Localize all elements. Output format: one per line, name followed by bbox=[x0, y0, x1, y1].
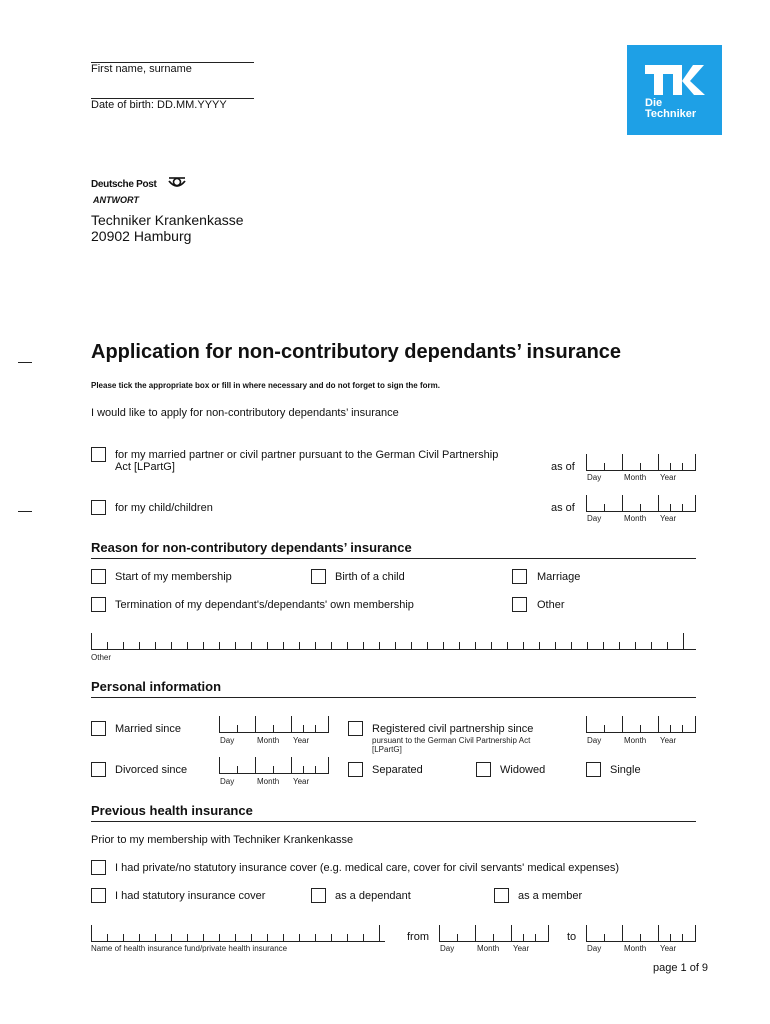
comb-tick bbox=[171, 642, 172, 650]
comb-tick bbox=[331, 642, 332, 650]
comb-tick bbox=[251, 934, 252, 942]
married-label: Married since bbox=[115, 723, 182, 735]
comb-tick bbox=[315, 642, 316, 650]
partner-as-of-label: as of bbox=[551, 461, 575, 473]
child-date-field[interactable] bbox=[586, 495, 696, 512]
reason-heading: Reason for non-contributory dependants’ insurance bbox=[91, 540, 412, 555]
comb-tick bbox=[299, 934, 300, 942]
separated-checkbox[interactable] bbox=[348, 762, 363, 777]
registered-checkbox[interactable] bbox=[348, 721, 363, 736]
married-date-field[interactable] bbox=[219, 716, 329, 733]
comb-tick bbox=[443, 642, 444, 650]
from-date-field[interactable] bbox=[439, 925, 549, 942]
as-member-checkbox[interactable] bbox=[494, 888, 509, 903]
personal-heading-rule bbox=[91, 697, 696, 698]
separated-label: Separated bbox=[372, 764, 423, 776]
intro-text: I would like to apply for non-contributory dependants’ insurance bbox=[91, 407, 399, 419]
termination-checkbox[interactable] bbox=[91, 597, 106, 612]
comb-tick bbox=[235, 642, 236, 650]
other-text-field[interactable] bbox=[91, 632, 696, 650]
to-label: to bbox=[567, 931, 577, 943]
divorced-month-label: Month bbox=[257, 777, 280, 786]
private-insurance-label: I had private/no statutory insurance cover (e.g. medical care, cover for civil servants' medical expenses) bbox=[115, 862, 620, 874]
from-month-label: Month bbox=[477, 944, 500, 953]
comb-tick bbox=[507, 642, 508, 650]
comb-tick bbox=[587, 642, 588, 650]
married-month-label: Month bbox=[257, 736, 280, 745]
comb-tick bbox=[315, 934, 316, 942]
registered-label: Registered civil partnership since bbox=[372, 723, 534, 735]
previous-heading-rule bbox=[91, 821, 696, 822]
to-year-label: Year bbox=[660, 944, 677, 953]
comb-tick bbox=[363, 642, 364, 650]
single-label: Single bbox=[610, 764, 641, 776]
prior-text: Prior to my membership with Techniker Krankenkasse bbox=[91, 834, 354, 846]
divorced-checkbox[interactable] bbox=[91, 762, 106, 777]
tk-logo-icon bbox=[627, 45, 722, 135]
widowed-label: Widowed bbox=[500, 764, 546, 776]
other-label: Other bbox=[537, 599, 565, 611]
child-month-label: Month bbox=[624, 514, 647, 523]
comb-tick bbox=[91, 925, 92, 942]
address-line2: 20902 Hamburg bbox=[91, 228, 192, 244]
registered-day-label: Day bbox=[587, 736, 602, 745]
from-year-label: Year bbox=[513, 944, 530, 953]
comb-tick bbox=[555, 642, 556, 650]
married-year-label: Year bbox=[293, 736, 310, 745]
child-day-label: Day bbox=[587, 514, 602, 523]
to-day-label: Day bbox=[587, 944, 602, 953]
birth-checkbox[interactable] bbox=[311, 569, 326, 584]
comb-tick bbox=[539, 642, 540, 650]
address-line1: Techniker Krankenkasse bbox=[91, 212, 244, 228]
comb-tick bbox=[491, 642, 492, 650]
comb-tick bbox=[427, 642, 428, 650]
birth-label: Birth of a child bbox=[335, 571, 405, 583]
comb-tick bbox=[395, 642, 396, 650]
partner-label-2: Act [LPartG] bbox=[115, 461, 175, 473]
from-label: from bbox=[407, 931, 429, 943]
start-membership-checkbox[interactable] bbox=[91, 569, 106, 584]
private-insurance-checkbox[interactable] bbox=[91, 860, 106, 875]
comb-tick bbox=[219, 642, 220, 650]
comb-tick bbox=[379, 925, 380, 942]
comb-tick bbox=[347, 934, 348, 942]
other-field-label: Other bbox=[91, 653, 112, 662]
reason-heading-rule bbox=[91, 558, 696, 559]
comb-tick bbox=[667, 642, 668, 650]
instruction-text: Please tick the appropriate box or fill in where necessary and do not forget to sign the form. bbox=[91, 381, 440, 390]
dob-label: Date of birth: DD.MM.YYYY bbox=[91, 99, 227, 111]
as-dependant-checkbox[interactable] bbox=[311, 888, 326, 903]
comb-tick bbox=[155, 934, 156, 942]
tk-logo bbox=[627, 45, 722, 135]
comb-tick bbox=[283, 642, 284, 650]
first-name-label: First name, surname bbox=[91, 63, 192, 75]
comb-tick bbox=[619, 642, 620, 650]
comb-tick bbox=[571, 642, 572, 650]
comb-tick bbox=[475, 642, 476, 650]
comb-tick bbox=[155, 642, 156, 650]
child-as-of-label: as of bbox=[551, 502, 575, 514]
logo-line1: Die bbox=[645, 97, 663, 109]
comb-tick bbox=[203, 642, 204, 650]
as-dependant-label: as a dependant bbox=[335, 890, 411, 902]
comb-tick bbox=[91, 633, 92, 650]
personal-heading: Personal information bbox=[91, 679, 222, 694]
statutory-label: I had statutory insurance cover bbox=[115, 890, 266, 902]
child-year-label: Year bbox=[660, 514, 677, 523]
comb-tick bbox=[203, 934, 204, 942]
comb-tick bbox=[251, 642, 252, 650]
comb-tick bbox=[523, 642, 524, 650]
deutsche-post-brand: Deutsche Post bbox=[91, 179, 157, 190]
divorced-day-label: Day bbox=[220, 777, 235, 786]
as-member-label: as a member bbox=[518, 890, 583, 902]
comb-tick bbox=[411, 642, 412, 650]
comb-tick bbox=[379, 642, 380, 650]
termination-label: Termination of my dependant's/dependants' own membership bbox=[115, 599, 414, 611]
registered-year-label: Year bbox=[660, 736, 677, 745]
married-checkbox[interactable] bbox=[91, 721, 106, 736]
comb-tick bbox=[123, 934, 124, 942]
fund-name-field[interactable] bbox=[91, 925, 385, 942]
child-checkbox[interactable] bbox=[91, 500, 106, 515]
other-checkbox[interactable] bbox=[512, 597, 527, 612]
comb-tick bbox=[235, 934, 236, 942]
comb-tick bbox=[107, 934, 108, 942]
child-label: for my child/children bbox=[115, 502, 213, 514]
comb-tick bbox=[683, 633, 684, 650]
comb-tick bbox=[267, 642, 268, 650]
single-checkbox[interactable] bbox=[586, 762, 601, 777]
comb-tick bbox=[107, 642, 108, 650]
marriage-checkbox[interactable] bbox=[512, 569, 527, 584]
registered-sub1: pursuant to the German Civil Partnership Act bbox=[372, 736, 531, 745]
page-title: Application for non-contributory dependants’ insurance bbox=[91, 341, 622, 363]
page-number: page 1 of 9 bbox=[653, 962, 709, 974]
fold-mark-top bbox=[18, 362, 32, 363]
comb-tick bbox=[187, 642, 188, 650]
comb-tick bbox=[651, 642, 652, 650]
comb-tick bbox=[139, 934, 140, 942]
comb-tick bbox=[331, 934, 332, 942]
comb-tick bbox=[219, 934, 220, 942]
widowed-checkbox[interactable] bbox=[476, 762, 491, 777]
partner-year-label: Year bbox=[660, 473, 677, 482]
comb-tick bbox=[123, 642, 124, 650]
to-month-label: Month bbox=[624, 944, 647, 953]
divorced-date-field[interactable] bbox=[219, 757, 329, 774]
from-day-label: Day bbox=[440, 944, 455, 953]
registered-month-label: Month bbox=[624, 736, 647, 745]
partner-day-label: Day bbox=[587, 473, 602, 482]
divorced-year-label: Year bbox=[293, 777, 310, 786]
comb-tick bbox=[347, 642, 348, 650]
partner-date-field[interactable] bbox=[586, 454, 696, 471]
comb-tick bbox=[459, 642, 460, 650]
logo-line2: Techniker bbox=[645, 108, 697, 120]
fund-name-label: Name of health insurance fund/private health insurance bbox=[91, 944, 288, 953]
fold-mark-bottom bbox=[18, 511, 32, 512]
to-date-field[interactable] bbox=[586, 925, 696, 942]
registered-date-field[interactable] bbox=[586, 716, 696, 733]
comb-tick bbox=[603, 642, 604, 650]
marriage-label: Marriage bbox=[537, 571, 581, 583]
antwort-label: ANTWORT bbox=[93, 195, 139, 205]
married-day-label: Day bbox=[220, 736, 235, 745]
comb-tick bbox=[267, 934, 268, 942]
comb-tick bbox=[299, 642, 300, 650]
previous-heading: Previous health insurance bbox=[91, 803, 253, 818]
comb-tick bbox=[171, 934, 172, 942]
start-membership-label: Start of my membership bbox=[115, 571, 232, 583]
divorced-label: Divorced since bbox=[115, 764, 188, 776]
statutory-checkbox[interactable] bbox=[91, 888, 106, 903]
comb-tick bbox=[635, 642, 636, 650]
comb-tick bbox=[363, 934, 364, 942]
partner-month-label: Month bbox=[624, 473, 647, 482]
partner-checkbox[interactable] bbox=[91, 447, 106, 462]
registered-sub2: [LPartG] bbox=[372, 745, 402, 754]
post-horn-icon bbox=[167, 177, 187, 191]
comb-tick bbox=[187, 934, 188, 942]
partner-label-1: for my married partner or civil partner pursuant to the German Civil Partnership bbox=[115, 449, 499, 461]
comb-tick bbox=[283, 934, 284, 942]
comb-tick bbox=[139, 642, 140, 650]
